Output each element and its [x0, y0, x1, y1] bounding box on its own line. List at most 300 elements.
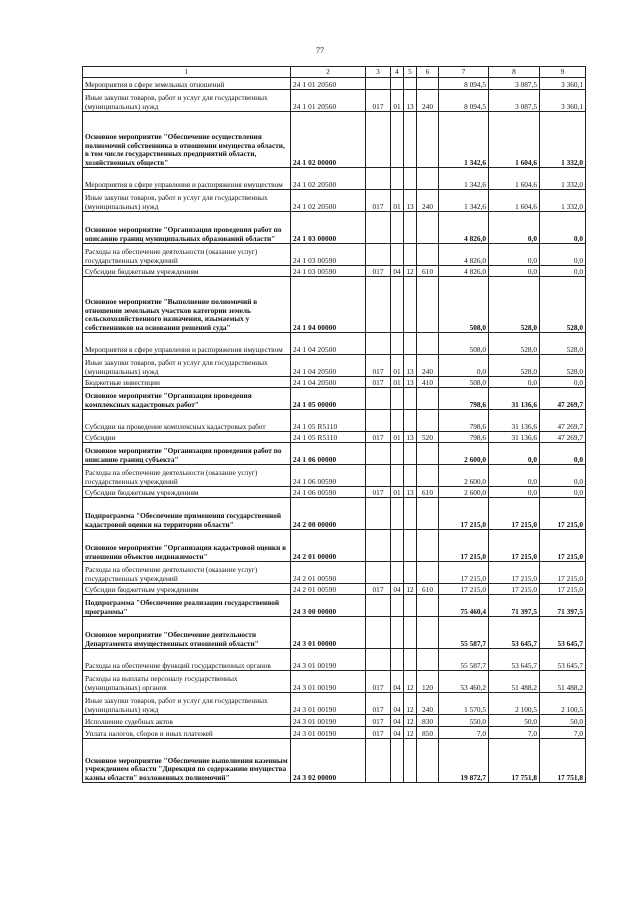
row-code-cell: 24 1 03 00590 [291, 244, 366, 266]
row-section-cell: 04 [391, 584, 404, 595]
row-subsection-cell: 13 [404, 377, 417, 388]
row-code-cell: 24 1 03 00590 [291, 266, 366, 277]
row-code-cell: 24 1 06 00000 [291, 443, 366, 465]
row-subsection-cell: 13 [404, 190, 417, 212]
row-expense-type-cell: 830 [417, 715, 439, 727]
row-value-col8: 17 215,0 [489, 584, 540, 595]
row-value-col8: 0,0 [489, 443, 540, 465]
table-row [83, 584, 586, 595]
row-value-col7: 8 094,5 [439, 78, 489, 90]
row-ministry-cell [366, 739, 391, 783]
row-ministry-cell [366, 78, 391, 90]
row-code-cell: 24 3 01 00190 [291, 715, 366, 727]
row-value-col8: 0,0 [489, 377, 540, 388]
table-row [83, 90, 586, 112]
row-value-col7: 4 826,0 [439, 266, 489, 277]
row-name-cell: Мероприятия в сфере управления и распоряжения имуществом [83, 333, 291, 355]
row-expense-type-cell [417, 388, 439, 410]
column-header: 9 [540, 67, 586, 78]
table-row [83, 78, 586, 90]
row-code-cell: 24 2 01 00590 [291, 584, 366, 595]
row-ministry-cell [366, 388, 391, 410]
row-value-col7: 798,6 [439, 410, 489, 432]
row-expense-type-cell: 410 [417, 377, 439, 388]
row-value-col7: 508,0 [439, 333, 489, 355]
row-value-col7: 17 215,0 [439, 562, 489, 584]
row-subsection-cell [404, 498, 417, 530]
row-ministry-cell [366, 649, 391, 671]
row-ministry-cell [366, 410, 391, 432]
row-code-cell: 24 3 01 00190 [291, 693, 366, 715]
row-value-col9: 528,0 [540, 277, 586, 333]
row-ministry-cell: 017 [366, 693, 391, 715]
row-subsection-cell [404, 112, 417, 168]
row-value-col8: 53 645,7 [489, 649, 540, 671]
row-code-cell: 24 1 02 00000 [291, 112, 366, 168]
row-name-cell: Подпрограмма "Обеспечение применения государственной кадастровой оценки на территории области" [83, 498, 291, 530]
row-ministry-cell: 017 [366, 715, 391, 727]
table-row [83, 190, 586, 212]
row-expense-type-cell [417, 530, 439, 562]
row-value-col8: 71 397,5 [489, 595, 540, 617]
row-value-col7: 0,0 [439, 355, 489, 377]
row-ministry-cell [366, 465, 391, 487]
row-section-cell [391, 443, 404, 465]
row-value-col9: 0,0 [540, 487, 586, 498]
row-name-cell: Основное мероприятие "Организация проведения работ по описанию границ муниципальных образований области" [83, 212, 291, 244]
table-row [83, 530, 586, 562]
row-section-cell [391, 333, 404, 355]
row-value-col9: 2 100,5 [540, 693, 586, 715]
row-subsection-cell: 12 [404, 715, 417, 727]
table-row [83, 487, 586, 498]
row-expense-type-cell [417, 277, 439, 333]
row-value-col7: 19 872,7 [439, 739, 489, 783]
row-name-cell: Расходы на обеспечение деятельности (оказание услуг) государственных учреждений [83, 562, 291, 584]
row-value-col7: 508,0 [439, 277, 489, 333]
row-subsection-cell [404, 168, 417, 190]
row-value-col8: 50,0 [489, 715, 540, 727]
row-name-cell: Основное мероприятие "Обеспечение осуществления полномочий собственника в отношении имущества области, в том числе государственных предприятий области, хозяйственных обществ" [83, 112, 291, 168]
row-expense-type-cell [417, 244, 439, 266]
row-name-cell: Подпрограмма "Обеспечение реализации государственной программы" [83, 595, 291, 617]
row-name-cell: Основное мероприятие "Организация кадастровой оценки в отношении объектов недвижимости" [83, 530, 291, 562]
row-expense-type-cell [417, 168, 439, 190]
row-name-cell: Исполнение судебных актов [83, 715, 291, 727]
row-ministry-cell [366, 498, 391, 530]
row-code-cell: 24 3 01 00190 [291, 727, 366, 739]
row-value-col8: 1 604,6 [489, 168, 540, 190]
row-value-col9: 528,0 [540, 355, 586, 377]
row-code-cell: 24 1 05 R5110 [291, 432, 366, 443]
row-value-col9: 7,0 [540, 727, 586, 739]
row-value-col7: 17 215,0 [439, 584, 489, 595]
row-value-col8: 0,0 [489, 244, 540, 266]
table-row [83, 649, 586, 671]
row-section-cell: 01 [391, 355, 404, 377]
row-code-cell: 24 2 01 00590 [291, 562, 366, 584]
row-value-col9: 71 397,5 [540, 595, 586, 617]
row-value-col8: 51 488,2 [489, 671, 540, 693]
row-value-col7: 4 826,0 [439, 244, 489, 266]
row-section-cell: 01 [391, 487, 404, 498]
row-value-col8: 528,0 [489, 277, 540, 333]
table-body [83, 67, 586, 783]
row-value-col8: 17 751,8 [489, 739, 540, 783]
row-subsection-cell [404, 78, 417, 90]
row-code-cell: 24 1 02 20500 [291, 168, 366, 190]
table-row [83, 617, 586, 649]
row-subsection-cell [404, 465, 417, 487]
row-value-col9: 17 215,0 [540, 584, 586, 595]
row-code-cell: 24 1 03 00000 [291, 212, 366, 244]
row-section-cell [391, 498, 404, 530]
row-value-col7: 17 215,0 [439, 530, 489, 562]
row-subsection-cell [404, 244, 417, 266]
row-code-cell: 24 1 05 R5110 [291, 410, 366, 432]
row-value-col9: 53 645,7 [540, 649, 586, 671]
row-subsection-cell [404, 443, 417, 465]
row-value-col7: 8 094,5 [439, 90, 489, 112]
row-code-cell: 24 1 06 00590 [291, 487, 366, 498]
row-code-cell: 24 1 06 00590 [291, 465, 366, 487]
row-section-cell [391, 212, 404, 244]
row-value-col7: 1 342,6 [439, 190, 489, 212]
row-name-cell: Иные закупки товаров, работ и услуг для государственных (муниципальных) нужд [83, 355, 291, 377]
row-code-cell: 24 1 04 20500 [291, 355, 366, 377]
row-value-col9: 0,0 [540, 443, 586, 465]
row-value-col7: 55 587,7 [439, 617, 489, 649]
table-row [83, 333, 586, 355]
row-expense-type-cell: 120 [417, 671, 439, 693]
row-expense-type-cell: 850 [417, 727, 439, 739]
row-ministry-cell [366, 530, 391, 562]
row-name-cell: Субсидии бюджетным учреждениям [83, 487, 291, 498]
column-header: 6 [417, 67, 439, 78]
row-section-cell [391, 112, 404, 168]
row-value-col7: 2 600,0 [439, 487, 489, 498]
row-ministry-cell [366, 333, 391, 355]
row-code-cell: 24 2 01 00000 [291, 530, 366, 562]
table-row [83, 277, 586, 333]
row-expense-type-cell: 240 [417, 90, 439, 112]
row-section-cell: 01 [391, 190, 404, 212]
row-name-cell: Иные закупки товаров, работ и услуг для государственных (муниципальных) нужд [83, 693, 291, 715]
row-subsection-cell: 13 [404, 432, 417, 443]
row-code-cell: 24 1 04 20500 [291, 377, 366, 388]
row-section-cell: 04 [391, 671, 404, 693]
row-expense-type-cell: 610 [417, 266, 439, 277]
column-header: 8 [489, 67, 540, 78]
row-value-col9: 1 332,0 [540, 190, 586, 212]
table-row [83, 727, 586, 739]
row-code-cell: 24 1 01 20560 [291, 78, 366, 90]
row-expense-type-cell: 240 [417, 355, 439, 377]
table-row [83, 244, 586, 266]
table-row [83, 266, 586, 277]
row-code-cell: 24 3 00 00000 [291, 595, 366, 617]
row-value-col8: 31 136,6 [489, 388, 540, 410]
row-subsection-cell [404, 649, 417, 671]
row-subsection-cell: 12 [404, 727, 417, 739]
row-value-col7: 75 460,4 [439, 595, 489, 617]
row-section-cell [391, 649, 404, 671]
row-value-col9: 528,0 [540, 333, 586, 355]
row-value-col7: 550,0 [439, 715, 489, 727]
row-subsection-cell [404, 277, 417, 333]
table-row [83, 465, 586, 487]
column-header: 3 [366, 67, 391, 78]
row-subsection-cell [404, 388, 417, 410]
row-code-cell: 24 1 04 00000 [291, 277, 366, 333]
row-section-cell: 04 [391, 727, 404, 739]
row-name-cell: Мероприятия в сфере земельных отношений [83, 78, 291, 90]
row-section-cell: 04 [391, 266, 404, 277]
row-subsection-cell [404, 617, 417, 649]
row-value-col7: 798,6 [439, 388, 489, 410]
row-value-col7: 798,6 [439, 432, 489, 443]
row-value-col7: 1 342,6 [439, 112, 489, 168]
row-section-cell [391, 739, 404, 783]
row-value-col8: 17 215,0 [489, 562, 540, 584]
row-value-col8: 7,0 [489, 727, 540, 739]
row-value-col7: 17 215,0 [439, 498, 489, 530]
row-subsection-cell: 12 [404, 693, 417, 715]
row-value-col9: 17 215,0 [540, 498, 586, 530]
row-value-col8: 0,0 [489, 266, 540, 277]
row-ministry-cell: 017 [366, 727, 391, 739]
row-value-col8: 1 604,6 [489, 112, 540, 168]
row-name-cell: Уплата налогов, сборов и иных платежей [83, 727, 291, 739]
row-section-cell: 04 [391, 715, 404, 727]
row-name-cell: Расходы на обеспечение деятельности (оказание услуг) государственных учреждений [83, 244, 291, 266]
row-subsection-cell [404, 410, 417, 432]
row-subsection-cell: 12 [404, 584, 417, 595]
row-ministry-cell [366, 212, 391, 244]
row-value-col7: 55 587,7 [439, 649, 489, 671]
row-expense-type-cell [417, 443, 439, 465]
row-expense-type-cell: 610 [417, 584, 439, 595]
row-name-cell: Мероприятия в сфере управления и распоряжения имуществом [83, 168, 291, 190]
row-section-cell: 01 [391, 377, 404, 388]
row-name-cell: Иные закупки товаров, работ и услуг для государственных (муниципальных) нужд [83, 90, 291, 112]
row-code-cell: 24 3 01 00190 [291, 671, 366, 693]
column-header: 1 [83, 67, 291, 78]
row-value-col7: 1 570,5 [439, 693, 489, 715]
row-value-col8: 31 136,6 [489, 432, 540, 443]
row-name-cell: Основное мероприятие "Обеспечение выполнения казенным учреждением области "Дирекция по содержанию имущества казны области" возложенных полномочий" [83, 739, 291, 783]
row-name-cell: Субсидии на проведение комплексных кадастровых работ [83, 410, 291, 432]
row-value-col9: 17 215,0 [540, 530, 586, 562]
row-value-col9: 1 332,0 [540, 112, 586, 168]
row-value-col9: 0,0 [540, 465, 586, 487]
row-name-cell: Основное мероприятие "Выполнение полномочий в отношении земельных участков категории земель сельскохозяйственного назначения, изымаемых у собственников на основании решений суда" [83, 277, 291, 333]
row-section-cell: 01 [391, 90, 404, 112]
row-ministry-cell: 017 [366, 355, 391, 377]
row-subsection-cell [404, 562, 417, 584]
row-value-col9: 17 215,0 [540, 562, 586, 584]
row-name-cell: Основное мероприятие "Организация проведения работ по описанию границ субъекта" [83, 443, 291, 465]
row-name-cell: Расходы на выплаты персоналу государственных (муниципальных) органов [83, 671, 291, 693]
row-expense-type-cell [417, 465, 439, 487]
row-subsection-cell [404, 595, 417, 617]
row-subsection-cell: 12 [404, 671, 417, 693]
row-section-cell [391, 410, 404, 432]
row-subsection-cell: 13 [404, 90, 417, 112]
column-header: 5 [404, 67, 417, 78]
table-row [83, 562, 586, 584]
row-code-cell: 24 1 04 20500 [291, 333, 366, 355]
row-value-col8: 1 604,6 [489, 190, 540, 212]
row-value-col8: 0,0 [489, 487, 540, 498]
table-row [83, 595, 586, 617]
table-row [83, 377, 586, 388]
row-name-cell: Основное мероприятие "Организация проведения комплексных кадастровых работ" [83, 388, 291, 410]
row-value-col8: 0,0 [489, 465, 540, 487]
row-value-col7: 2 600,0 [439, 443, 489, 465]
row-subsection-cell [404, 333, 417, 355]
row-value-col9: 53 645,7 [540, 617, 586, 649]
row-ministry-cell: 017 [366, 487, 391, 498]
row-expense-type-cell: 520 [417, 432, 439, 443]
row-ministry-cell: 017 [366, 671, 391, 693]
row-expense-type-cell [417, 562, 439, 584]
row-name-cell: Субсидии бюджетным учреждениям [83, 584, 291, 595]
row-section-cell: 04 [391, 693, 404, 715]
table-row [83, 355, 586, 377]
row-code-cell: 24 2 00 00000 [291, 498, 366, 530]
row-value-col8: 528,0 [489, 333, 540, 355]
row-value-col8: 17 215,0 [489, 498, 540, 530]
column-header: 7 [439, 67, 489, 78]
table-row [83, 432, 586, 443]
row-value-col7: 508,0 [439, 377, 489, 388]
row-code-cell: 24 3 01 00190 [291, 649, 366, 671]
table-row [83, 388, 586, 410]
table-row [83, 168, 586, 190]
row-code-cell: 24 1 02 20500 [291, 190, 366, 212]
row-expense-type-cell: 240 [417, 693, 439, 715]
row-value-col9: 50,0 [540, 715, 586, 727]
row-section-cell [391, 244, 404, 266]
row-ministry-cell [366, 277, 391, 333]
table-row [83, 739, 586, 783]
row-section-cell [391, 617, 404, 649]
row-value-col8: 2 100,5 [489, 693, 540, 715]
row-code-cell: 24 1 05 00000 [291, 388, 366, 410]
row-section-cell: 01 [391, 432, 404, 443]
row-ministry-cell: 017 [366, 584, 391, 595]
table-header-row [83, 67, 586, 78]
row-name-cell: Основное мероприятие "Обеспечение деятельности Департамента имущественных отношений области" [83, 617, 291, 649]
row-name-cell: Субсидии бюджетным учреждениям [83, 266, 291, 277]
row-value-col8: 53 645,7 [489, 617, 540, 649]
row-subsection-cell: 12 [404, 266, 417, 277]
row-ministry-cell [366, 617, 391, 649]
column-header: 4 [391, 67, 404, 78]
row-code-cell: 24 1 01 20560 [291, 90, 366, 112]
row-section-cell [391, 465, 404, 487]
row-value-col9: 0,0 [540, 244, 586, 266]
row-expense-type-cell [417, 78, 439, 90]
row-expense-type-cell [417, 617, 439, 649]
row-ministry-cell: 017 [366, 90, 391, 112]
row-value-col9: 47 269,7 [540, 410, 586, 432]
row-value-col9: 1 332,0 [540, 168, 586, 190]
row-section-cell [391, 595, 404, 617]
row-subsection-cell [404, 212, 417, 244]
row-expense-type-cell [417, 739, 439, 783]
row-value-col9: 0,0 [540, 212, 586, 244]
row-value-col7: 53 460,2 [439, 671, 489, 693]
row-ministry-cell [366, 244, 391, 266]
row-expense-type-cell [417, 498, 439, 530]
row-code-cell: 24 3 01 00000 [291, 617, 366, 649]
row-value-col9: 47 269,7 [540, 388, 586, 410]
table-row [83, 212, 586, 244]
row-value-col7: 4 826,0 [439, 212, 489, 244]
row-value-col8: 0,0 [489, 212, 540, 244]
row-value-col8: 3 087,5 [489, 78, 540, 90]
row-ministry-cell [366, 168, 391, 190]
budget-table [82, 66, 586, 783]
row-value-col7: 1 342,6 [439, 168, 489, 190]
row-value-col8: 17 215,0 [489, 530, 540, 562]
row-name-cell: Субсидии [83, 432, 291, 443]
table-row [83, 671, 586, 693]
row-section-cell [391, 168, 404, 190]
row-subsection-cell: 13 [404, 355, 417, 377]
row-expense-type-cell [417, 112, 439, 168]
row-value-col7: 7,0 [439, 727, 489, 739]
table-row [83, 715, 586, 727]
row-ministry-cell: 017 [366, 432, 391, 443]
row-section-cell [391, 562, 404, 584]
row-name-cell: Иные закупки товаров, работ и услуг для государственных (муниципальных) нужд [83, 190, 291, 212]
row-code-cell: 24 3 02 00000 [291, 739, 366, 783]
row-expense-type-cell: 610 [417, 487, 439, 498]
row-value-col9: 17 751,8 [540, 739, 586, 783]
row-ministry-cell [366, 595, 391, 617]
row-value-col9: 0,0 [540, 266, 586, 277]
row-ministry-cell: 017 [366, 266, 391, 277]
row-expense-type-cell: 240 [417, 190, 439, 212]
row-section-cell [391, 388, 404, 410]
table-row [83, 112, 586, 168]
table-row [83, 693, 586, 715]
column-header: 2 [291, 67, 366, 78]
table-row [83, 410, 586, 432]
page-number: 77 [316, 46, 324, 55]
row-subsection-cell [404, 530, 417, 562]
row-expense-type-cell [417, 595, 439, 617]
row-value-col9: 3 360,1 [540, 90, 586, 112]
row-expense-type-cell [417, 649, 439, 671]
row-name-cell: Бюджетные инвестиции [83, 377, 291, 388]
row-value-col8: 3 087,5 [489, 90, 540, 112]
row-value-col9: 0,0 [540, 377, 586, 388]
row-expense-type-cell [417, 410, 439, 432]
row-subsection-cell [404, 739, 417, 783]
row-expense-type-cell [417, 333, 439, 355]
row-ministry-cell [366, 112, 391, 168]
row-section-cell [391, 277, 404, 333]
row-name-cell: Расходы на обеспечение функций государственных органов [83, 649, 291, 671]
row-value-col9: 3 360,1 [540, 78, 586, 90]
row-name-cell: Расходы на обеспечение деятельности (оказание услуг) государственных учреждений [83, 465, 291, 487]
table-row [83, 443, 586, 465]
row-section-cell [391, 530, 404, 562]
